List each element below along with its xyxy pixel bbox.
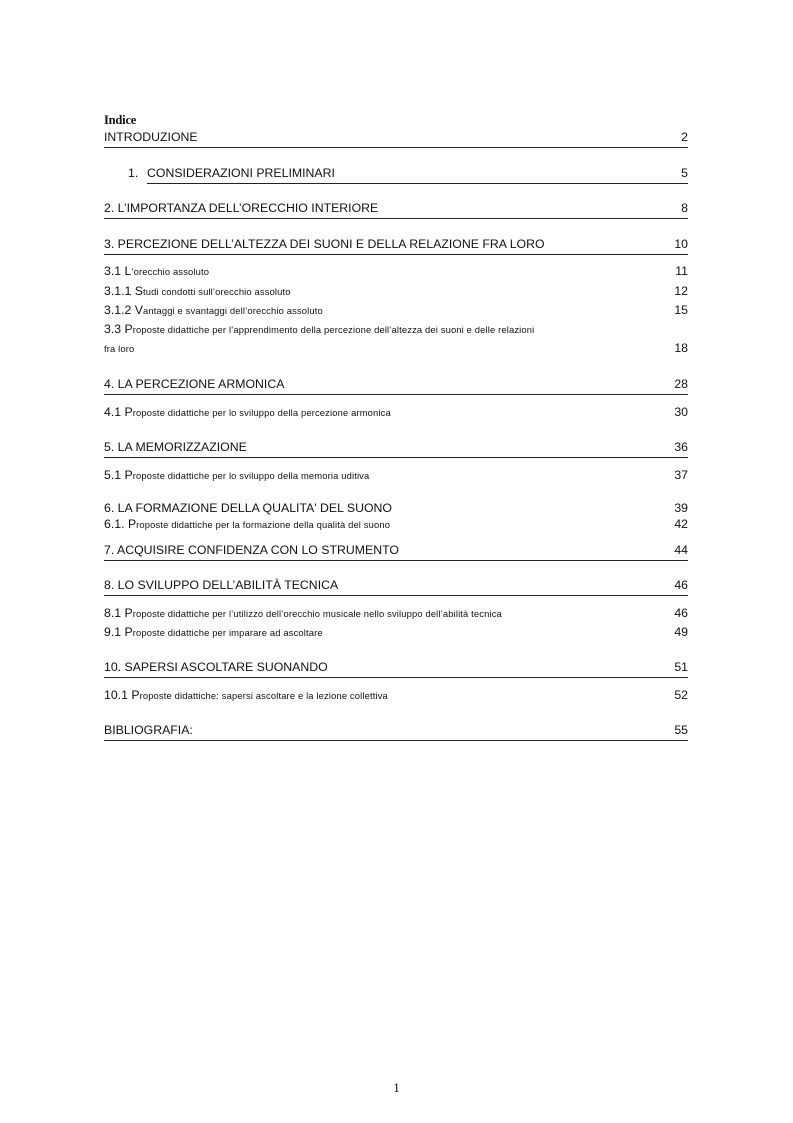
toc-entry-text: roposte didattiche per la formazione della qualità del suono (136, 519, 391, 530)
toc-entry-initial: L (124, 264, 132, 278)
toc-entry-title: 2. L’IMPORTANZA DELL’ORECCHIO INTERIORE (104, 201, 379, 215)
toc-entry-page: 11 (675, 264, 688, 278)
toc-entry-initial: P (124, 606, 133, 620)
toc-subentry[interactable] (104, 624, 688, 640)
toc-entry-title (104, 516, 390, 533)
toc-entry-page: 52 (674, 688, 688, 702)
toc-entry[interactable] (104, 200, 688, 219)
toc-entry-title (104, 605, 502, 622)
toc-entry-number: 3.1.1 (104, 284, 132, 298)
toc-entry[interactable] (128, 165, 688, 183)
toc-entry[interactable] (104, 236, 688, 255)
toc-entry-title (104, 404, 391, 421)
toc-entry-initial: P (124, 468, 133, 482)
toc-entry[interactable] (104, 542, 688, 561)
toc-subentry[interactable] (104, 516, 688, 532)
toc-entry-page: 28 (674, 377, 688, 391)
toc-entry-page: 49 (674, 625, 688, 639)
toc-entry-page: 55 (674, 723, 688, 737)
toc-entry-title (104, 624, 323, 641)
toc-entry-number: 3.1.2 (104, 303, 132, 317)
toc-entry-page: 5 (681, 166, 688, 180)
toc-entry-page: 36 (674, 440, 688, 454)
toc-entry[interactable] (104, 722, 688, 741)
toc-entry-text: fra loro (104, 343, 135, 354)
toc-entry-initial: P (124, 625, 133, 639)
toc-entry-number: 3.3 (104, 322, 122, 336)
toc-entry-text: tudi condotti sull’orecchio assoluto (142, 286, 291, 297)
toc-entry-number: 4.1 (104, 405, 122, 419)
toc-entry-title: 10. SAPERSI ASCOLTARE SUONANDO (104, 660, 328, 674)
toc-entry-page: 42 (674, 517, 688, 531)
toc-entry[interactable] (104, 439, 688, 458)
toc-entry-text: roposte didattiche per imparare ad ascoltare (132, 627, 323, 638)
toc-entry-number: 6.1. (104, 517, 125, 531)
toc-entry-title: CONSIDERAZIONI PRELIMINARI (147, 166, 335, 180)
toc-entry-page: 12 (674, 284, 688, 298)
toc-entry-initial: P (131, 688, 140, 702)
toc-entry-title (104, 321, 534, 338)
toc-subentry[interactable] (104, 687, 688, 703)
toc-entry-initial: P (127, 517, 137, 531)
toc-entry-title (104, 263, 209, 280)
toc-entry-title-continued (104, 340, 134, 357)
toc-entry-underline (147, 165, 688, 184)
toc-entry-number: 10.1 (104, 688, 128, 702)
toc-entry-number: 3.1 (104, 264, 122, 278)
toc-entry-title: BIBLIOGRAFIA: (104, 723, 193, 737)
toc-entry-text: roposte didattiche per lo sviluppo della memoria uditiva (132, 470, 370, 481)
toc-entry-page: 37 (674, 468, 688, 482)
toc-entry-initial: P (124, 405, 133, 419)
toc-entry-title: 6. LA FORMAZIONE DELLA QUALITA' DEL SUONO (104, 501, 392, 515)
toc-subentry[interactable] (104, 263, 688, 279)
toc-subentry[interactable] (104, 283, 688, 299)
toc-entry-title: 8. LO SVILUPPO DELL’ABILITÀ TECNICA (104, 578, 339, 592)
toc-subentry[interactable] (104, 605, 688, 621)
toc-entry-initial: S (134, 284, 143, 298)
toc-entry-page: 2 (681, 130, 688, 144)
toc-entry-number: 5.1 (104, 468, 122, 482)
toc-entry-text: antaggi e svantaggi dell’orecchio assoluto (142, 305, 323, 316)
toc-entry-number: 1. (128, 166, 139, 180)
toc-entry-text: ’orecchio assoluto (131, 266, 210, 277)
toc-subentry[interactable] (104, 302, 688, 318)
toc-entry-number: 8.1 (104, 606, 122, 620)
toc-entry-page: 44 (674, 543, 688, 557)
toc-entry-title: 7. ACQUISIRE CONFIDENZA CON LO STRUMENTO (104, 543, 399, 557)
toc-entry[interactable] (104, 577, 688, 596)
toc-entry-text: roposte didattiche per l’apprendimento della percezione dell’altezza dei suoni e delle relazioni (132, 324, 535, 335)
toc-entry-initial: P (124, 322, 133, 336)
toc-subentry[interactable] (104, 321, 688, 357)
toc-entry-number: 9.1 (104, 625, 122, 639)
toc-entry-page: 10 (674, 237, 688, 251)
toc-entry-page: 15 (674, 303, 688, 317)
toc-entry[interactable] (104, 129, 688, 148)
toc-entry-page: 8 (681, 201, 688, 215)
toc-entry[interactable] (104, 659, 688, 678)
toc-entry-text: roposte didattiche per lo sviluppo della percezione armonica (132, 407, 391, 418)
page-number: 1 (393, 1080, 400, 1095)
toc-entry-text: roposte didattiche: sapersi ascoltare e la lezione collettiva (139, 690, 388, 701)
toc-entry-page: 39 (674, 501, 688, 515)
toc-entry-title: 3. PERCEZIONE DELL’ALTEZZA DEI SUONI E DELLA RELAZIONE FRA LORO (104, 237, 545, 251)
toc-heading: Indice (104, 113, 137, 127)
toc-subentry[interactable] (104, 404, 688, 420)
toc-entry-page: 30 (674, 405, 688, 419)
toc-entry-title (104, 283, 291, 300)
toc-entry-initial: V (134, 303, 143, 317)
toc-entry-page: 46 (674, 606, 688, 620)
toc-entry-title: 4. LA PERCEZIONE ARMONICA (104, 377, 285, 391)
toc-entry-title: 5. LA MEMORIZZAZIONE (104, 440, 247, 454)
toc-subentry[interactable] (104, 467, 688, 483)
toc-entry-title: INTRODUZIONE (104, 130, 198, 144)
toc-entry-title (104, 687, 388, 704)
toc-entry-page: 46 (674, 578, 688, 592)
toc-entry-page: 51 (674, 660, 688, 674)
toc-entry-title (104, 302, 323, 319)
toc-entry-page: 18 (674, 341, 688, 355)
toc-entry[interactable] (104, 376, 688, 395)
toc-entry-title (104, 467, 369, 484)
toc-entry-text: roposte didattiche per l’utilizzo dell’orecchio musicale nello sviluppo dell’abilità tecnica (132, 608, 502, 619)
